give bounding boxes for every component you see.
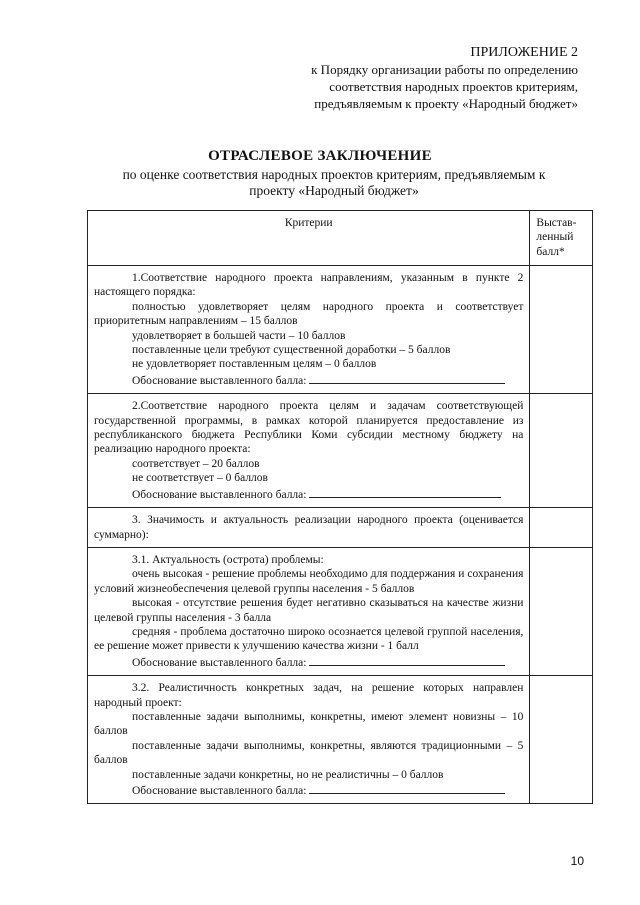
criterion-heading-3-1: 3.1. Актуальность (острота) проблемы: [132, 553, 324, 566]
criterion-heading-2: 2.Соответствие народного проекта целям и задачам соответствующей государственной программы, в рамках которой планируется предоставление из республиканского бюджета Республики Коми субсидии местному бюджету на реализацию народного проекта: [94, 400, 524, 456]
criterion-option: полностью удовлетворяет целям народного проекта и соответствует приоритетным направлениям – 15 баллов [94, 300, 524, 328]
justification-label: Обоснование выставленного балла: [132, 785, 307, 797]
criterion-option: не соответствует – 0 баллов [132, 472, 268, 485]
criterion-cell-3-1 [88, 547, 530, 675]
criteria-table [87, 210, 593, 804]
justification-label: Обоснование выставленного балла: [132, 488, 307, 501]
criterion-heading-1: 1.Соответствие народного проекта направлениям, указанным в пункте 2 настоящего порядка: [94, 272, 524, 299]
subtitle-line-1: по оценке соответствия народных проектов критериям, предъявляемым к [122, 167, 546, 182]
justification-label: Обоснование выставленного балла: [132, 656, 307, 669]
score-cell-1[interactable] [530, 266, 593, 394]
score-cell-3[interactable] [530, 508, 593, 548]
header-criteria: Критерии [88, 211, 530, 266]
justification-input-line[interactable] [309, 654, 505, 666]
score-cell-3-2[interactable] [530, 676, 593, 804]
document-title: ОТРАСЛЕВОЕ ЗАКЛЮЧЕНИЕ [208, 148, 432, 164]
justification-input-line[interactable] [309, 486, 501, 498]
appendix-line-2: соответствия народных проектов критериям, [329, 79, 578, 94]
page-number: 10 [570, 854, 584, 868]
score-cell-2[interactable] [530, 394, 593, 508]
criterion-cell-3 [88, 508, 530, 548]
justification-input-line[interactable] [309, 372, 505, 384]
criterion-option: поставленные задачи выполнимы, конкретны, имеют элемент новизны – 10 баллов [94, 710, 524, 738]
header-score: Выстав-ленный балл* [530, 211, 593, 266]
subtitle-line-2: проекту «Народный бюджет» [249, 183, 419, 198]
appendix-line-1: к Порядку организации работы по определению [311, 62, 578, 77]
criterion-row-3 [88, 508, 593, 548]
justification-label: Обоснование выставленного балла: [132, 374, 307, 387]
justification-line [94, 654, 523, 670]
criterion-option: удовлетворяет в большей части – 10 баллов [132, 329, 346, 342]
criterion-heading-3-2: 3.2. Реалистичность конкретных задач, на решение которых направлен народный проект: [94, 682, 524, 709]
criterion-cell-1 [88, 266, 530, 394]
justification-line [94, 782, 523, 798]
criterion-option: поставленные задачи выполнимы, конкретны, являются традиционными – 5 баллов [94, 739, 524, 767]
criterion-option: соответствует – 20 баллов [132, 457, 260, 470]
criterion-row-1 [88, 266, 593, 394]
criterion-cell-2 [88, 394, 530, 508]
criterion-option: высокая - отсутствие решения будет негативно сказываться на качестве жизни целевой группы населения - 3 балла [94, 597, 524, 624]
justification-line [94, 486, 523, 502]
criterion-option: поставленные цели требуют существенной доработки – 5 баллов [132, 344, 451, 357]
criterion-option: поставленные задачи конкретны, но не реалистичны – 0 баллов [132, 768, 444, 781]
table-header-row [88, 211, 593, 266]
justification-input-line[interactable] [309, 782, 505, 794]
justification-line [94, 372, 523, 388]
score-cell-3-1[interactable] [530, 547, 593, 675]
criterion-option: средняя - проблема достаточно широко осознается целевой группой населения, ее решение может привести к улучшению качества жизни - 1 балл [94, 625, 524, 653]
document-subtitle [80, 167, 588, 199]
appendix-line-3: предъявляемым к проекту «Народный бюджет» [314, 96, 578, 111]
appendix-number: ПРИЛОЖЕНИЕ 2 [470, 45, 578, 60]
criterion-heading-3: 3. Значимость и актуальность реализации народного проекта (оценивается суммарно): [94, 514, 524, 541]
criterion-row-2 [88, 394, 593, 508]
criterion-option: очень высокая - решение проблемы необходимо для поддержания и сохранения условий жизнеобеспечения целевой группы населения - 5 баллов [94, 568, 524, 595]
appendix-block [178, 44, 578, 112]
criterion-row-3-2 [88, 676, 593, 804]
criterion-option: не удовлетворяет поставленным целям – 0 баллов [132, 358, 377, 371]
criterion-cell-3-2 [88, 676, 530, 804]
criterion-row-3-1 [88, 547, 593, 675]
